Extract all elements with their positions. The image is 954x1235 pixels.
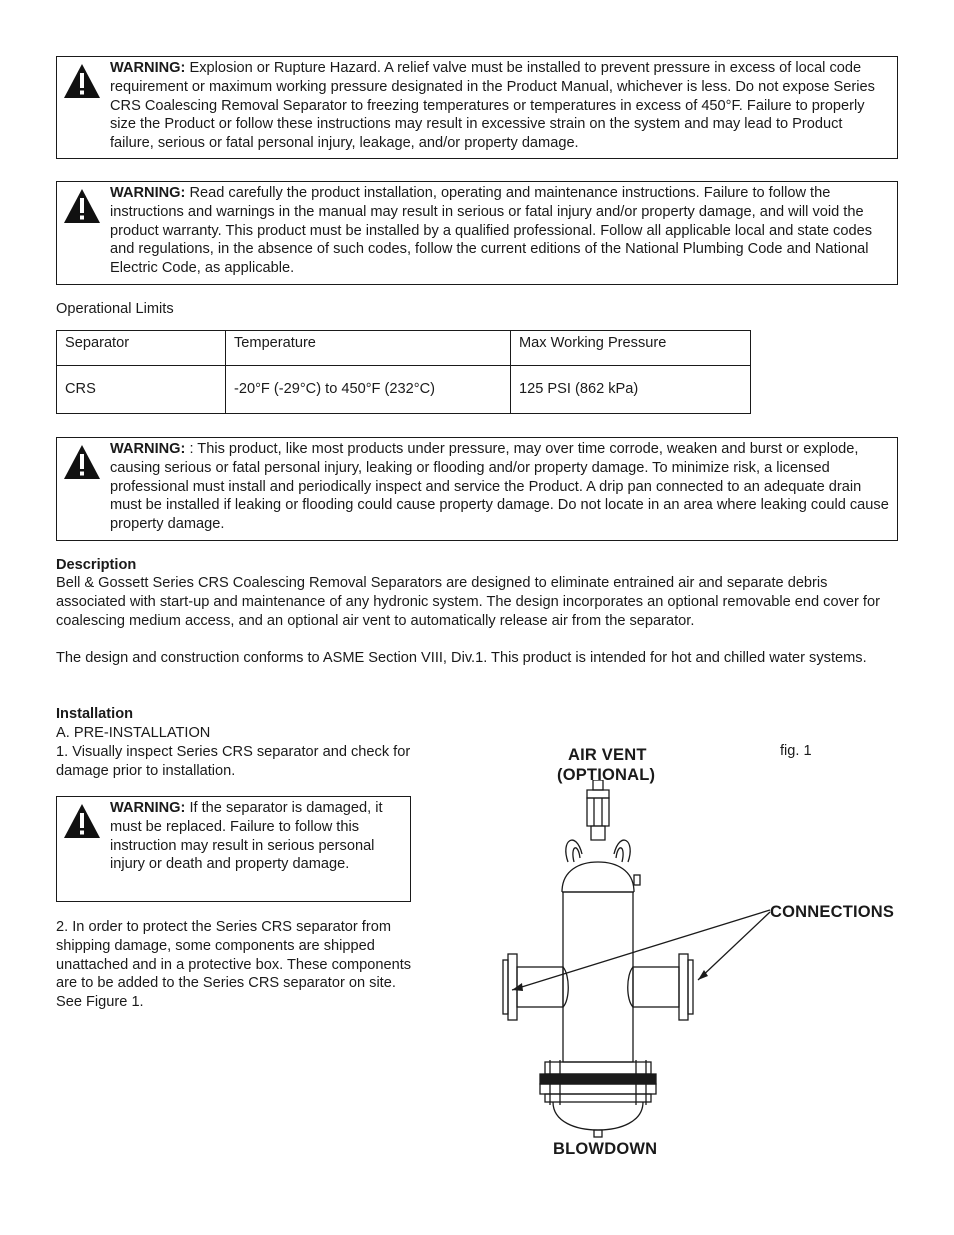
description-heading: Description [56, 557, 137, 573]
vessel-body-drawing [563, 892, 633, 1062]
right-connection-drawing [628, 954, 693, 1020]
warning-text: WARNING: Read carefully the product installation, operating and maintenance instructions. Failure to follow the instructions and warnings in the manual may result in serious or fatal injury and/or property damage, and will void the product warranty. This product must be installed by a qualified professional. Follow all applicable local and state codes and regulations, in the absence of such codes, follow the current editions of the National Plumbing Code and National Electric Code, as applicable. [110, 185, 872, 277]
warning-box-instructions [56, 181, 898, 285]
bottom-head-drawing [553, 1102, 643, 1130]
table-cell: -20°F (-29°C) to 450°F (232°C) [226, 366, 511, 414]
connections-label: CONNECTIONS [770, 903, 895, 921]
warning-box-damage [56, 796, 411, 902]
air-vent-drawing [566, 780, 630, 862]
description-paragraph: Bell & Gossett Series CRS Coalescing Removal Separators are designed to eliminate entrained air and separate debris associated with start-up and maintenance of any hydronic system. The design incorporates an optional removable end cover for coalescing medium access, and an optional air vent to automatically release air from the separator. [56, 575, 880, 629]
operational-limits-table [56, 330, 751, 414]
connection-leader-line [698, 912, 770, 980]
air-vent-label: AIR VENT [568, 746, 647, 764]
figure-caption: fig. 1 [780, 743, 812, 759]
warning-text: WARNING: If the separator is damaged, it must be replaced. Failure to follow this instruction may result in serious personal injury or death and property damage. [110, 800, 383, 873]
connection-leader-line [512, 910, 770, 990]
table-cell: CRS [57, 366, 226, 414]
installation-step-1: 1. Visually inspect Series CRS separator and check for damage prior to installation. [56, 744, 411, 779]
warning-triangle-icon [63, 63, 101, 99]
description-paragraph: The design and construction conforms to ASME Section VIII, Div.1. This product is intended for hot and chilled water systems. [56, 650, 867, 666]
warning-box-explosion [56, 56, 898, 159]
installation-step-2: 2. In order to protect the Series CRS separator from shipping damage, some components are shipped unattached and in a protective box. These components are to be added to the Series CRS separator on site. See Figure 1. [56, 919, 412, 1011]
warning-triangle-icon [63, 444, 101, 480]
warning-text: WARNING: Explosion or Rupture Hazard. A relief valve must be installed to prevent pressure in excess of local code requirement or maximum working pressure designated in the Product Manual, whichever is less. Do not expose Series CRS Coalescing Removal Separator to freezing temperatures or temperatures in excess of 450°F. Failure to properly size the Product or follow these instructions may result in excessive strain on the system and may lead to Product failure, serious or fatal personal injury, leakage, and/or property damage. [110, 60, 875, 152]
top-head-drawing [562, 862, 634, 892]
table-row [57, 366, 751, 414]
table-header-cell: Separator [57, 331, 226, 366]
installation-subheading: A. PRE-INSTALLATION [56, 725, 211, 741]
table-header-row [57, 331, 751, 366]
left-connection-drawing [503, 954, 568, 1020]
air-vent-optional-label: (OPTIONAL) [557, 766, 656, 784]
warning-box-corrosion [56, 437, 898, 541]
installation-heading: Installation [56, 706, 134, 722]
bottom-flange-drawing [540, 1060, 656, 1105]
limits-title: Operational Limits [56, 301, 174, 317]
warning-text: WARNING: : This product, like most products under pressure, may over time corrode, weaken and burst or explode, causing serious or fatal personal injury, leaking or flooding and/or property damage. To minimize risk, a licensed professional must install and periodically inspect and service the Product. A drip pan connected to an adequate drain must be installed if leaking or flooding could cause property damage. Do not locate in an area where leaking could cause property damage. [110, 441, 889, 533]
warning-triangle-icon [63, 803, 101, 839]
warning-triangle-icon [63, 188, 101, 224]
blowdown-label: BLOWDOWN [553, 1140, 658, 1158]
table-cell: 125 PSI (862 kPa) [511, 366, 751, 414]
separator-diagram [490, 780, 780, 1145]
table-header-cell: Temperature [226, 331, 511, 366]
table-header-cell: Max Working Pressure [511, 331, 751, 366]
